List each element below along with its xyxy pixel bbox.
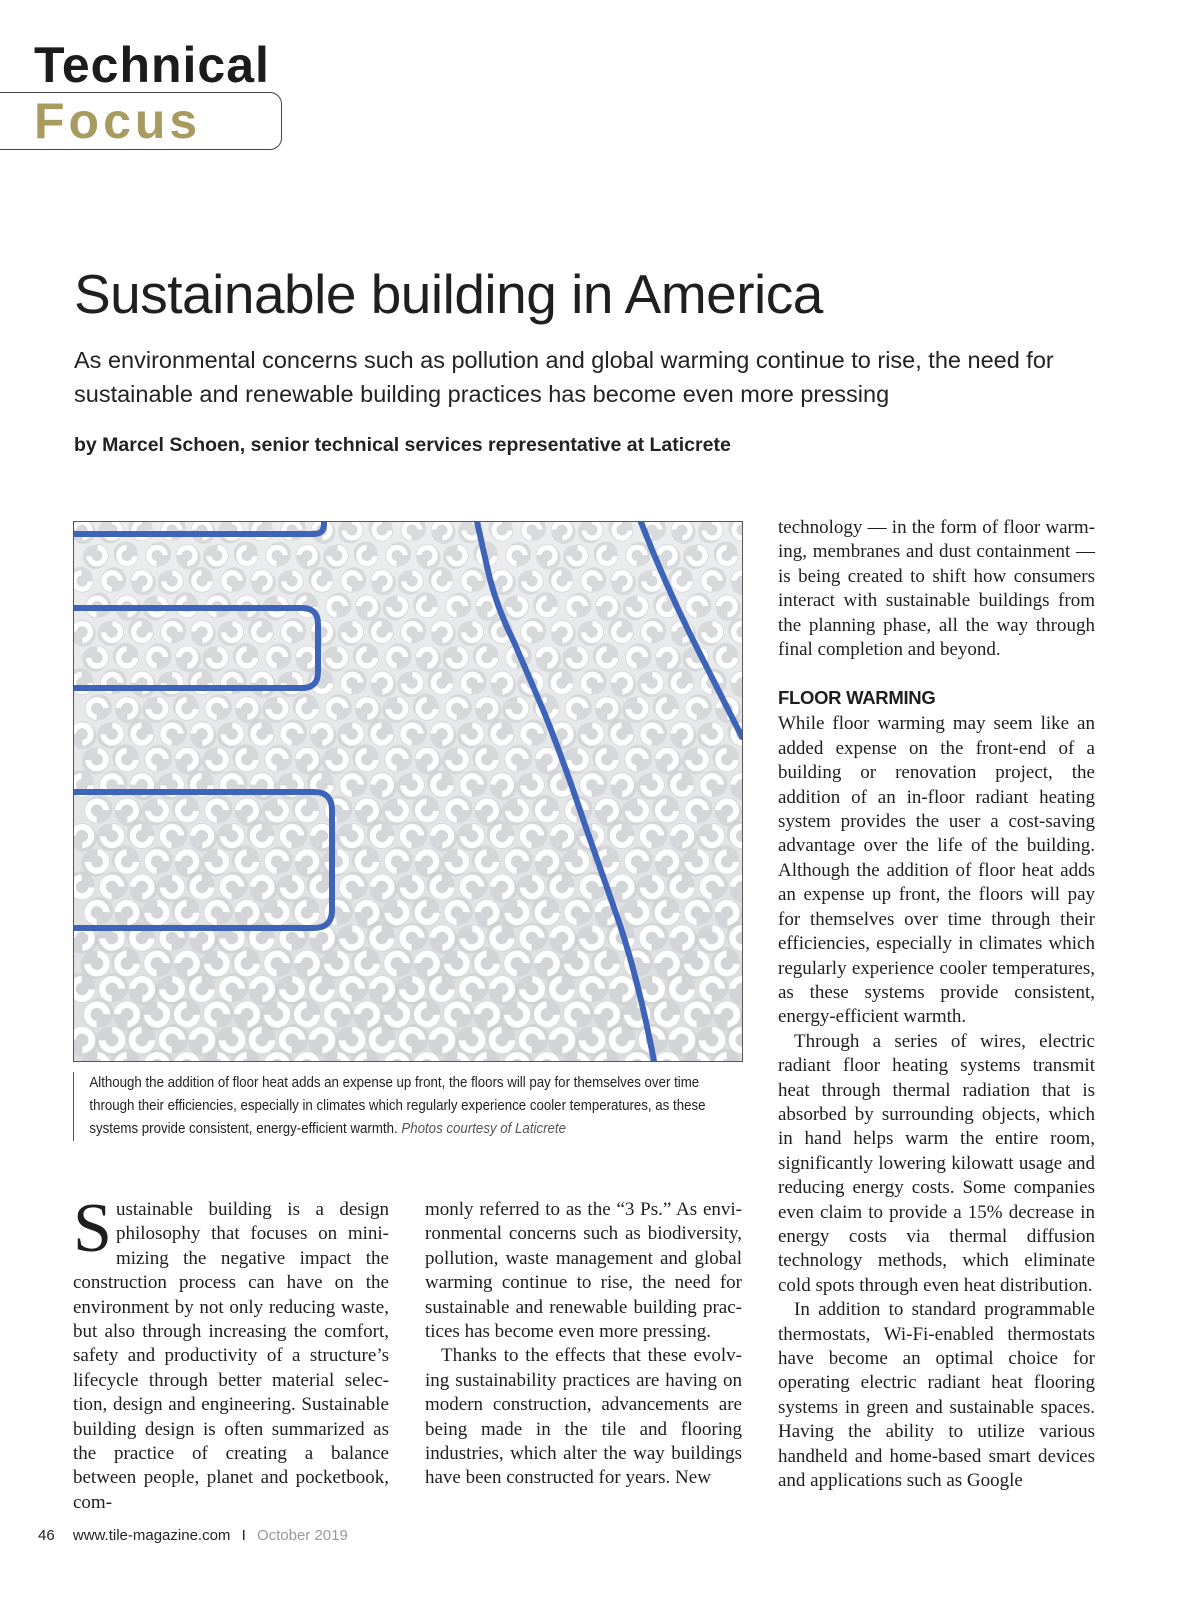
body-paragraph-2: Thanks to the effects that these evolving sustainability practices are having on modern construction, advancements are being made in the tile and flooring industries, which alter the way buildings have been constructed for years. New xyxy=(425,1345,742,1489)
page-footer xyxy=(38,1526,348,1546)
article-deck: As environmental concerns such as pollution and global warming continue to rise, the need for sustainable and renewable building practices has become even more pressing xyxy=(74,347,1054,407)
drop-cap: S xyxy=(73,1190,112,1267)
website-link[interactable]: www.tile-magazine.com xyxy=(72,1527,231,1544)
floor-heating-photo xyxy=(73,521,743,1062)
page-number: 46 xyxy=(38,1527,55,1544)
photo-caption xyxy=(73,1072,746,1141)
section-logo-line1: Technical xyxy=(34,37,270,93)
issue-date: October 2019 xyxy=(256,1527,348,1544)
section-logo-line2: Focus xyxy=(34,93,202,149)
body-column-2 xyxy=(425,1198,742,1491)
body-paragraph-5: In addition to standard programmable thermostats, Wi-Fi-enabled thermostats have become an optimal choice for operating electric radiant heat flooring systems in green and sustainable spaces. Having the ability to utilize various handheld and home-based smart devices and applications such as Google xyxy=(778,1299,1095,1492)
body-paragraph-3: While floor warming may seem like an added expense on the front-end of a building or renovation project, the addition of an in-floor radiant heating system provides the user a cost-saving advantage over the life of the building. Although the addition of floor heat adds an expense up front, the floors will pay for themselves over time through their efficiencies, especially in climates which regularly experience cooler temperatures, as these systems provide consistent, energy-efficient warmth. xyxy=(778,713,1095,1028)
article-headline: Sustainable building in America xyxy=(74,263,823,325)
body-column-1 xyxy=(73,1190,389,1515)
caption-text: Although the addition of floor heat adds an expense up front, the floors will pay for themselves over time through their efficiencies, especially in climates which regularly experience cooler temperatures, as these systems provide consistent, energy-efficient warmth. xyxy=(89,1075,706,1137)
article-byline: by Marcel Schoen, senior technical services representative at Laticrete xyxy=(74,434,731,456)
section-subhead: FLOOR WARMING xyxy=(778,687,936,709)
floor-heating-illustration xyxy=(74,522,742,1061)
body-paragraph-1-cont: monly referred to as the “3 Ps.” As environmental concerns such as biodiversity, pollution, waste management and global warming continue to rise, the need for sustainable and renewable building practices has become even more pressing. xyxy=(425,1199,742,1343)
body-column-3 xyxy=(778,516,1095,1493)
section-logo xyxy=(0,36,290,154)
footer-separator: I xyxy=(241,1527,246,1544)
body-paragraph-2-cont: technology — in the form of floor warming, membranes and dust containment — is being created to shift how consumers interact with sustainable buildings from the planning phase, all the way through final completion and beyond. xyxy=(778,517,1095,661)
body-paragraph-1 xyxy=(73,1190,389,1515)
column-1-text: ustainable building is a design philosophy that focuses on minimizing the negative impact the construction process can have on the environment by not only reducing waste, but also through increasing the comfort, safety and productivity of a structure’s lifecycle through better material selection, design and engineering. Sustainable building design is often summarized as the practice of creating a balance between people, planet and pocketbook, com- xyxy=(73,1199,389,1513)
body-paragraph-4: Through a series of wires, electric radiant floor heating systems transmit heat through thermal radiation that is absorbed by surrounding objects, which in hand helps warm the entire room, significantly lowering kilowatt usage and reducing energy costs. Some companies even claim to provide a 15% decrease in energy costs via thermal diffusion technology methods, which eliminate cold spots through even heat distribution. xyxy=(778,1030,1095,1296)
photo-credit: Photos courtesy of Laticrete xyxy=(401,1121,566,1137)
